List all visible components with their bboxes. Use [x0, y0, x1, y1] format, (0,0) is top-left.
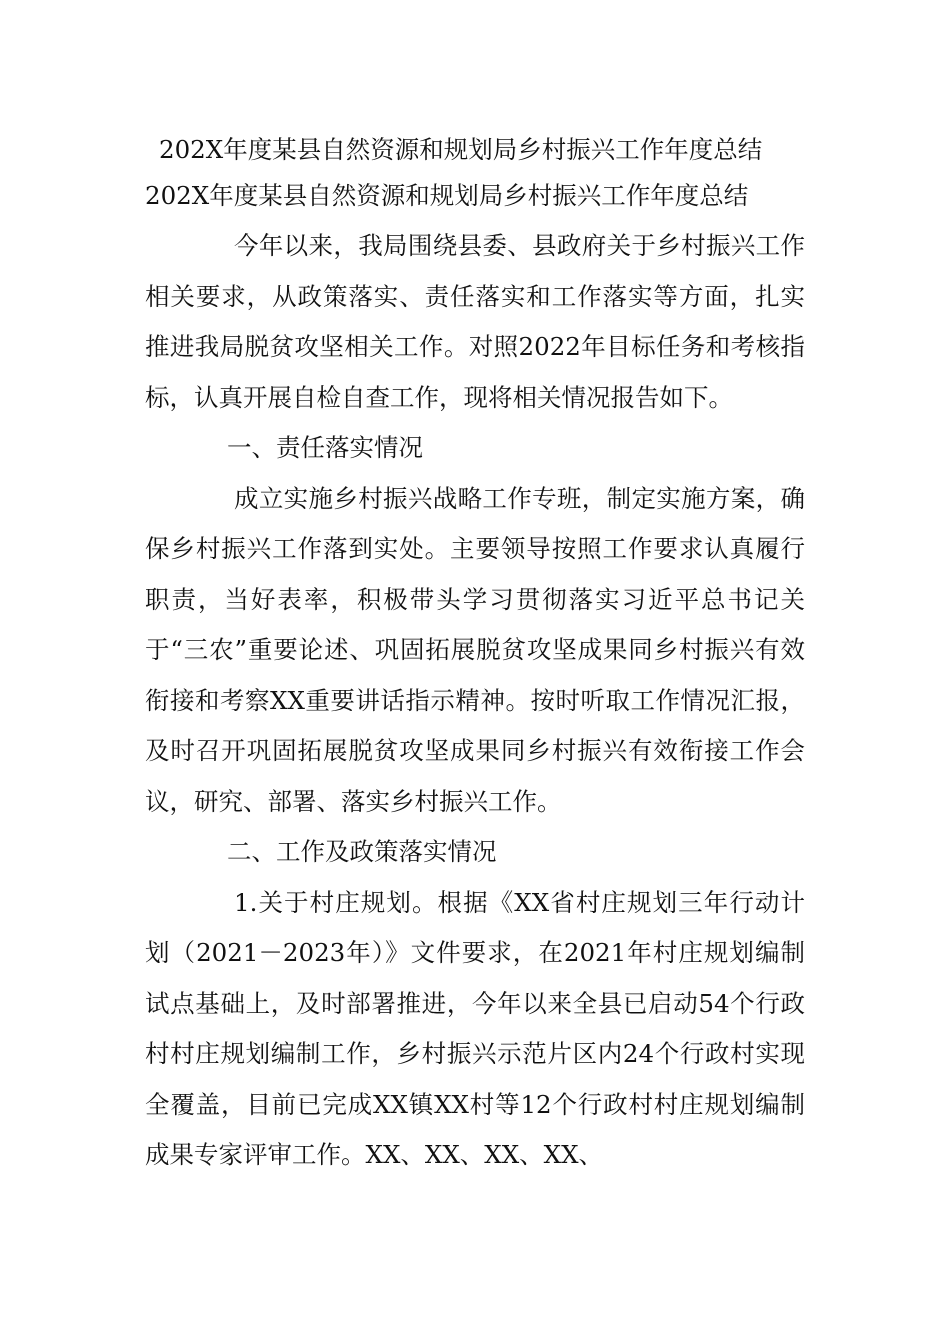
- section-heading-policy: 二、工作及政策落实情况: [227, 837, 497, 866]
- section-heading-responsibility: 一、责任落实情况: [227, 433, 423, 462]
- document-title: 202X年度某县自然资源和规划局乡村振兴工作年度总结: [159, 135, 763, 164]
- document-title-repeat: 202X年度某县自然资源和规划局乡村振兴工作年度总结: [145, 181, 749, 210]
- document-body: [145, 127, 805, 1181]
- village-planning-paragraph: 1.关于村庄规划。根据《XX省村庄规划三年行动计划（2021－2023年）》文件要求，在2021年村庄规划编制试点基础上，及时部署推进，今年以来全县已启动54个行政村村庄规划编制工作，乡村振兴示范片区内24个行政村实现全覆盖，目前已完成XX镇XX村等12个行政村村庄规划编制成果专家评审工作。XX、XX、XX、XX、: [145, 887, 805, 1169]
- responsibility-paragraph: 成立实施乡村振兴战略工作专班，制定实施方案，确保乡村振兴工作落到实处。主要领导按照工作要求认真履行职责，当好表率，积极带头学习贯彻落实习近平总书记关于“三农”重要论述、巩固拓展脱贫攻坚成果同乡村振兴有效衔接和考察XX重要讲话指示精神。按时听取工作情况汇报，及时召开巩固拓展脱贫攻坚成果同乡村振兴有效衔接工作会议，研究、部署、落实乡村振兴工作。: [145, 483, 805, 816]
- intro-paragraph: 今年以来，我局围绕县委、县政府关于乡村振兴工作相关要求，从政策落实、责任落实和工作落实等方面，扎实推进我局脱贫攻坚相关工作。对照2022年目标任务和考核指标，认真开展自检自查工作，现将相关情况报告如下。: [145, 231, 805, 412]
